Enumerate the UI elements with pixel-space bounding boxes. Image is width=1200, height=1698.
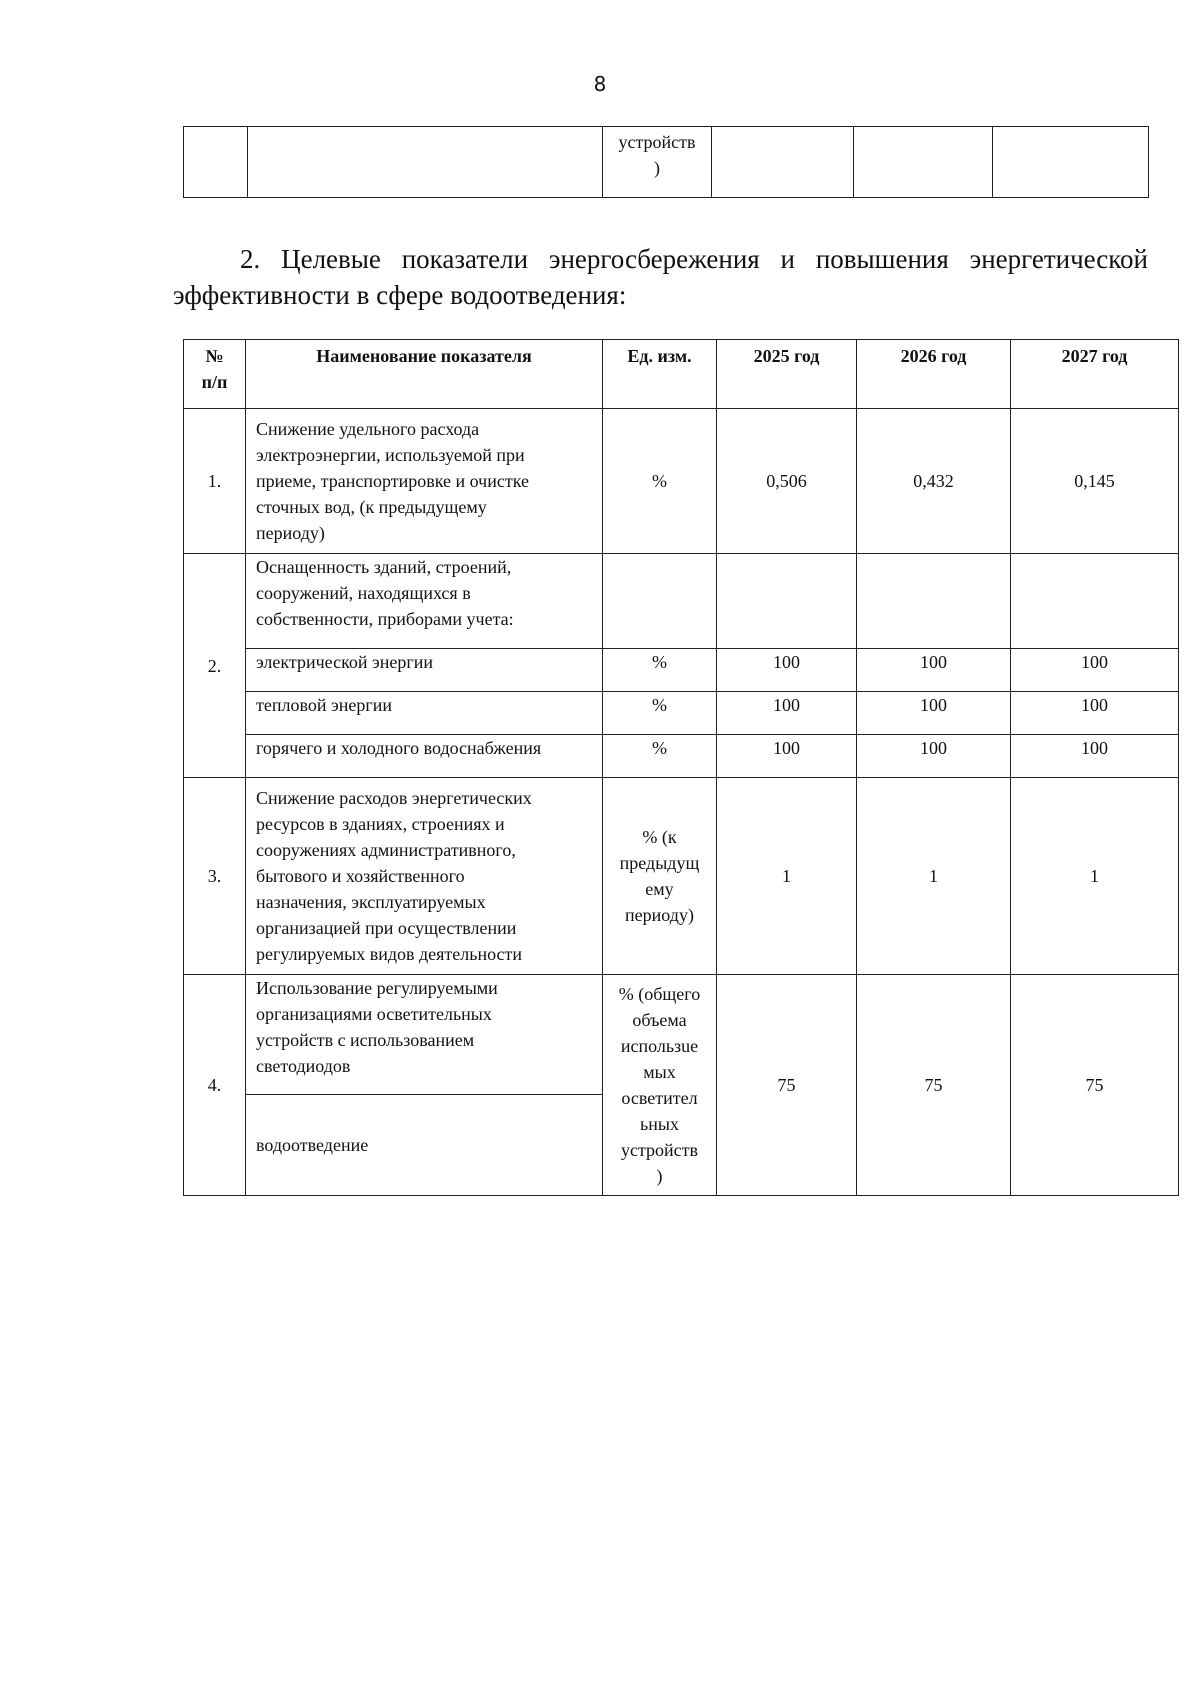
empty-cell: [854, 127, 993, 198]
unit-line: осветител: [621, 1088, 698, 1108]
name-line: электроэнергии, используемой при: [256, 445, 525, 465]
row-number: 1.: [184, 409, 246, 554]
name-line: сооружениях административного,: [256, 840, 516, 860]
sub-indicator-name: тепловой энергии: [246, 692, 603, 735]
empty-cell: [184, 127, 248, 198]
name-line: регулируемых видов деятельности: [256, 944, 523, 964]
page-number: 8: [593, 72, 607, 96]
value-2027: 75: [1011, 975, 1179, 1196]
unit-line: периоду): [625, 905, 694, 925]
value-2025: 75: [717, 975, 857, 1196]
unit-line: % (общего: [618, 984, 701, 1004]
continued-row: [184, 127, 1149, 198]
empty-cell: [857, 554, 1011, 649]
unit-cell: %: [603, 649, 717, 692]
empty-cell: [717, 554, 857, 649]
name-line: Снижение расходов энергетических: [256, 788, 532, 808]
table-row: [184, 409, 1179, 554]
indicator-name: [246, 409, 603, 554]
unit-cell: [603, 975, 717, 1196]
name-line: организацией при осуществлении: [256, 918, 517, 938]
value-2026: 100: [857, 692, 1011, 735]
value-2025: 100: [717, 649, 857, 692]
unit-line: ): [654, 158, 660, 178]
row-number: 3.: [184, 778, 246, 975]
header-num-line: №: [205, 346, 224, 366]
name-line: периоду): [256, 523, 325, 543]
continued-table-fragment: [183, 126, 1149, 198]
name-line: бытового и хозяйственного: [256, 866, 465, 886]
table-row: [184, 554, 1179, 649]
value-2027: 100: [1011, 692, 1179, 735]
unit-line: предыдущ: [619, 853, 700, 873]
unit-line: % (к: [642, 827, 677, 847]
header-2027: 2027 год: [1011, 340, 1179, 409]
header-row: [184, 340, 1179, 409]
indicator-name: [246, 554, 603, 649]
value-2027: 0,145: [1011, 409, 1179, 554]
header-name: Наименование показателя: [246, 340, 603, 409]
row-number: 2.: [184, 554, 246, 778]
unit-cell: %: [603, 735, 717, 778]
sub-indicator-name: электрической энергии: [246, 649, 603, 692]
value-2025: 1: [717, 778, 857, 975]
empty-cell: [712, 127, 854, 198]
value-2027: 1: [1011, 778, 1179, 975]
unit-line: использue: [620, 1036, 699, 1056]
value-2026: 100: [857, 735, 1011, 778]
value-2026: 1: [857, 778, 1011, 975]
value-2026: 0,432: [857, 409, 1011, 554]
indicator-name: [246, 975, 603, 1095]
empty-cell: [248, 127, 603, 198]
empty-cell: [993, 127, 1149, 198]
value-2027: 100: [1011, 735, 1179, 778]
sub-row: [184, 649, 1179, 692]
header-2026: 2026 год: [857, 340, 1011, 409]
unit-line: ): [656, 1166, 663, 1186]
table-row: [184, 975, 1179, 1095]
sub-indicator-name: горячего и холодного водоснабжения: [246, 735, 603, 778]
value-2026: 100: [857, 649, 1011, 692]
value-2025: 100: [717, 735, 857, 778]
unit-line: устройств: [620, 1140, 699, 1160]
row-number: 4.: [184, 975, 246, 1196]
unit-cell: %: [603, 692, 717, 735]
name-line: сточных вод, (к предыдущему: [256, 497, 487, 517]
name-line: собственности, приборами учета:: [256, 609, 514, 629]
sub-row: [184, 692, 1179, 735]
unit-line: устройств: [618, 132, 696, 152]
name-line: Снижение удельного расхода: [256, 419, 480, 439]
unit-line: ьных: [640, 1114, 679, 1134]
name-line: Оснащенность зданий, строений,: [256, 557, 512, 577]
unit-line: мых: [643, 1062, 676, 1082]
value-2027: 100: [1011, 649, 1179, 692]
header-2025: 2025 год: [717, 340, 857, 409]
name-line: устройств с использованием: [256, 1030, 475, 1050]
unit-line: ему: [645, 879, 674, 899]
header-num-line: п/п: [201, 372, 228, 392]
name-line: сооружений, находящихся в: [256, 583, 471, 603]
indicators-table: [183, 339, 1179, 1196]
sub-indicator-name: водоотведение: [246, 1095, 603, 1196]
name-line: светодиодов: [256, 1056, 351, 1076]
header-num: [184, 340, 246, 409]
section-heading: 2. Целевые показатели энергосбережения и повышения энергетической эффективности в сфере водоотведения:: [173, 244, 1148, 310]
unit-line: объема: [632, 1010, 687, 1030]
empty-cell: [1011, 554, 1179, 649]
sub-row: [184, 735, 1179, 778]
value-2025: 100: [717, 692, 857, 735]
value-2026: 75: [857, 975, 1011, 1196]
header-unit: Ед. изм.: [603, 340, 717, 409]
name-line: ресурсов в зданиях, строениях и: [256, 814, 505, 834]
name-line: приеме, транспортировке и очистке: [256, 471, 530, 491]
unit-cell: [603, 778, 717, 975]
table-row: [184, 778, 1179, 975]
indicator-name: [246, 778, 603, 975]
value-2025: 0,506: [717, 409, 857, 554]
empty-cell: [603, 554, 717, 649]
name-line: организациями осветительных: [256, 1004, 492, 1024]
unit-cell: %: [603, 409, 717, 554]
unit-cell: [603, 127, 712, 198]
name-line: назначения, эксплуатируемых: [256, 892, 486, 912]
name-line: Использование регулируемыми: [256, 978, 498, 998]
